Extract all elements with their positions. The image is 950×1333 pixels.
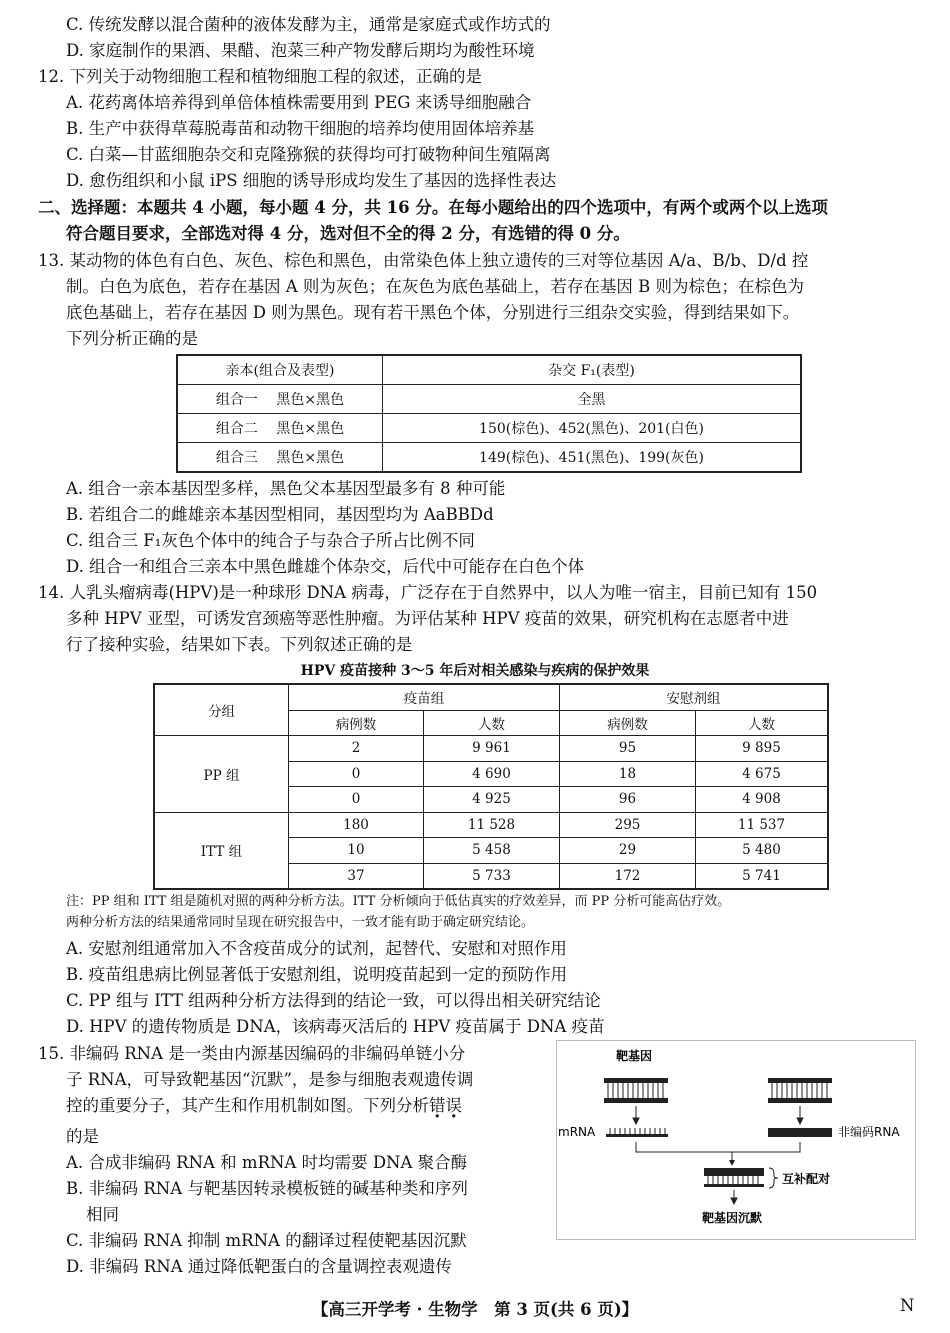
q14-stem-3: 行了接种实验，结果如下表。下列叙述正确的是 — [66, 635, 413, 654]
section2-heading: 二、选择题：本题共 4 小题，每小题 4 分，共 16 分。在每小题给出的四个选项中，有两个或两个以上选项 — [38, 198, 828, 217]
table-cell: 组合二 黑色×黑色 — [177, 414, 383, 443]
table-header: 病例数 — [560, 710, 696, 736]
q14-option-d: D. HPV 的遗传物质是 DNA，该病毒灭活后的 HPV 疫苗属于 DNA 疫苗 — [66, 1017, 605, 1036]
q13-stem-3: 底色基础上，若存在基因 D 则为黑色。现有若干黑色个体，分别进行三组杂交实验，得到结果如下。 — [66, 303, 800, 322]
table-cell: 全黑 — [383, 385, 802, 414]
q14-stem-2: 多种 HPV 亚型，可诱发宫颈癌等恶性肿瘤。为评估某种 HPV 疫苗的效果，研究机构在志愿者中进 — [66, 609, 789, 628]
table-header: 杂交 F₁(表型) — [383, 355, 802, 385]
table-cell: 5 480 — [696, 838, 829, 864]
table-cell: 5 458 — [424, 838, 560, 864]
q13-option-c: C. 组合三 F₁灰色个体中的纯合子与杂合子所占比例不同 — [66, 531, 475, 550]
duplex-icon — [704, 1168, 764, 1187]
arrow-icon — [729, 1160, 735, 1166]
paper-code: N — [900, 1296, 915, 1315]
q12-option-b: B. 生产中获得草莓脱毒苗和动物干细胞的培养均使用固体培养基 — [66, 119, 535, 138]
table-cell: 18 — [560, 761, 696, 787]
q15-option-a: A. 合成非编码 RNA 和 mRNA 时均需要 DNA 聚合酶 — [66, 1153, 468, 1172]
q13-option-a: A. 组合一亲本基因型多样，黑色父本基因型最多有 8 种可能 — [66, 479, 506, 498]
q14-option-a: A. 安慰剂组通常加入不含疫苗成分的试剂，起替代、安慰和对照作用 — [66, 939, 567, 958]
table-header: 人数 — [696, 710, 829, 736]
table-header: 亲本(组合及表型) — [177, 355, 383, 385]
q14-note-1: 注：PP 组和 ITT 组是随机对照的两种分析方法。ITT 分析倾向于低估真实的疗效差异，而 PP 分析可能高估疗效。 — [66, 894, 731, 909]
table-row — [154, 684, 828, 710]
q11-option-d: D. 家庭制作的果酒、果醋、泡菜三种产物发酵后期均为酸性环境 — [66, 41, 535, 60]
q15-option-b: B. 非编码 RNA 与靶基因转录模板链的碱基种类和序列 — [66, 1179, 468, 1198]
q15-option-b-cont: 相同 — [86, 1205, 119, 1224]
q13-stem-4: 下列分析正确的是 — [66, 329, 198, 348]
section2-heading-cont: 符合题目要求，全部选对得 4 分，选对但不全的得 2 分，有选错的得 0 分。 — [66, 224, 630, 243]
q13-option-d: D. 组合一和组合三亲本中黑色雌雄个体杂交，后代中可能存在白色个体 — [66, 557, 585, 576]
table-header: 分组 — [154, 684, 289, 736]
q15-stem-1: 15. 非编码 RNA 是一类由内源基因编码的非编码单链小分 — [38, 1044, 466, 1063]
table-cell: 11 537 — [696, 812, 829, 838]
table-cell: 0 — [289, 761, 424, 787]
table-cell: 9 895 — [696, 736, 829, 762]
table-header: 病例数 — [289, 710, 424, 736]
page-footer: 【高三开学考 · 生物学 第 3 页(共 6 页)】 — [311, 1300, 639, 1319]
q15-stem-3-text: 控的重要分子，其产生和作用机制如图。下列分析 — [66, 1096, 429, 1115]
q15-option-d: D. 非编码 RNA 通过降低靶蛋白的含量调控表观遗传 — [66, 1257, 452, 1276]
arrow-icon — [633, 1106, 803, 1124]
emphasis-char: 错 — [429, 1096, 446, 1115]
q13-cross-table — [176, 354, 802, 473]
table-cell: 149(棕色)、451(黑色)、199(灰色) — [383, 443, 802, 473]
table-cell: 组合一 黑色×黑色 — [177, 385, 383, 414]
table-cell: 9 961 — [424, 736, 560, 762]
table-row — [177, 414, 801, 443]
q13-option-b: B. 若组合二的雌雄亲本基因型相同，基因型均为 AaBBDd — [66, 505, 494, 524]
brace-icon — [769, 1168, 778, 1188]
table-cell: 2 — [289, 736, 424, 762]
ncrna-strand-icon — [768, 1128, 832, 1137]
table-cell: 95 — [560, 736, 696, 762]
table-row — [177, 355, 801, 385]
emphasis-char: 误 — [445, 1096, 462, 1115]
table-cell: 150(棕色)、452(黑色)、201(白色) — [383, 414, 802, 443]
q11-option-c: C. 传统发酵以混合菌种的液体发酵为主，通常是家庭式或作坊式的 — [66, 15, 551, 34]
table-cell: 组合三 黑色×黑色 — [177, 443, 383, 473]
diagram-label-silence: 靶基因沉默 — [702, 1211, 763, 1225]
table-cell: 29 — [560, 838, 696, 864]
table-cell: 37 — [289, 863, 424, 889]
table-cell: 4 690 — [424, 761, 560, 787]
q13-stem-2: 制。白色为底色，若存在基因 A 则为灰色；在灰色为底色基础上，若存在基因 B 则为棕色；在棕色为 — [66, 277, 805, 296]
table-row — [177, 443, 801, 473]
table-cell: 5 741 — [696, 863, 829, 889]
table-header: 疫苗组 — [289, 684, 560, 710]
table-group-label: ITT 组 — [154, 812, 289, 889]
q15-stem-3 — [66, 1093, 462, 1119]
q12-option-c: C. 白菜—甘蓝细胞杂交和克隆猕猴的获得均可打破物种间生殖隔离 — [66, 145, 551, 164]
q14-note-2: 两种分析方法的结果通常同时呈现在研究报告中，一致才能有助于确定研究结论。 — [66, 915, 535, 930]
q12-stem: 12. 下列关于动物细胞工程和植物细胞工程的叙述，正确的是 — [38, 67, 482, 86]
q14-option-c: C. PP 组与 ITT 组两种分析方法得到的结论一致，可以得出相关研究结论 — [66, 991, 601, 1010]
diagram-label-ncrna: 非编码RNA — [838, 1125, 900, 1139]
arrow-icon — [731, 1190, 737, 1204]
table-cell: 5 733 — [424, 863, 560, 889]
table-cell: 10 — [289, 838, 424, 864]
diagram-label-mrna: mRNA — [558, 1125, 596, 1139]
table-cell: 172 — [560, 863, 696, 889]
table-cell: 4 925 — [424, 787, 560, 813]
q13-stem-1: 13. 某动物的体色有白色、灰色、棕色和黑色，由常染色体上独立遗传的三对等位基因 A/a、B/b、D/d 控 — [38, 251, 809, 270]
q15-stem-2: 子 RNA，可导致靶基因“沉默”，是参与细胞表观遗传调 — [66, 1070, 474, 1089]
q12-option-d: D. 愈伤组织和小鼠 iPS 细胞的诱导形成均发生了基因的选择性表达 — [66, 171, 557, 190]
q14-stem-1: 14. 人乳头瘤病毒(HPV)是一种球形 DNA 病毒，广泛存在于自然界中，以人为唯一宿主，目前已知有 150 — [38, 583, 818, 602]
q12-option-a: A. 花药离体培养得到单倍体植株需要用到 PEG 来诱导细胞融合 — [66, 93, 532, 112]
table-header: 人数 — [424, 710, 560, 736]
table-row — [154, 736, 828, 762]
table-row — [177, 385, 801, 414]
diagram-label-target-gene: 靶基因 — [616, 1049, 653, 1063]
table-cell: 295 — [560, 812, 696, 838]
q14-hpv-table — [153, 683, 829, 890]
mrna-strand-icon — [606, 1128, 668, 1137]
table-header: 安慰剂组 — [560, 684, 829, 710]
dna-icon-right — [768, 1078, 832, 1103]
table-cell: 96 — [560, 787, 696, 813]
table-cell: 11 528 — [424, 812, 560, 838]
table-group-label: PP 组 — [154, 736, 289, 813]
table-cell: 0 — [289, 787, 424, 813]
q14-table-caption: HPV 疫苗接种 3～5 年后对相关感染与疾病的保护效果 — [300, 663, 650, 679]
table-row — [154, 812, 828, 838]
ncrna-mechanism-diagram — [556, 1040, 916, 1240]
table-cell: 4 675 — [696, 761, 829, 787]
q15-stem-4: 的是 — [66, 1127, 99, 1146]
merge-lines — [636, 1142, 800, 1162]
dna-icon-left — [604, 1078, 668, 1103]
table-cell: 4 908 — [696, 787, 829, 813]
diagram-label-pairing: 互补配对 — [782, 1172, 831, 1186]
table-cell: 180 — [289, 812, 424, 838]
q14-option-b: B. 疫苗组患病比例显著低于安慰剂组，说明疫苗起到一定的预防作用 — [66, 965, 568, 984]
q15-option-c: C. 非编码 RNA 抑制 mRNA 的翻译过程使靶基因沉默 — [66, 1231, 467, 1250]
